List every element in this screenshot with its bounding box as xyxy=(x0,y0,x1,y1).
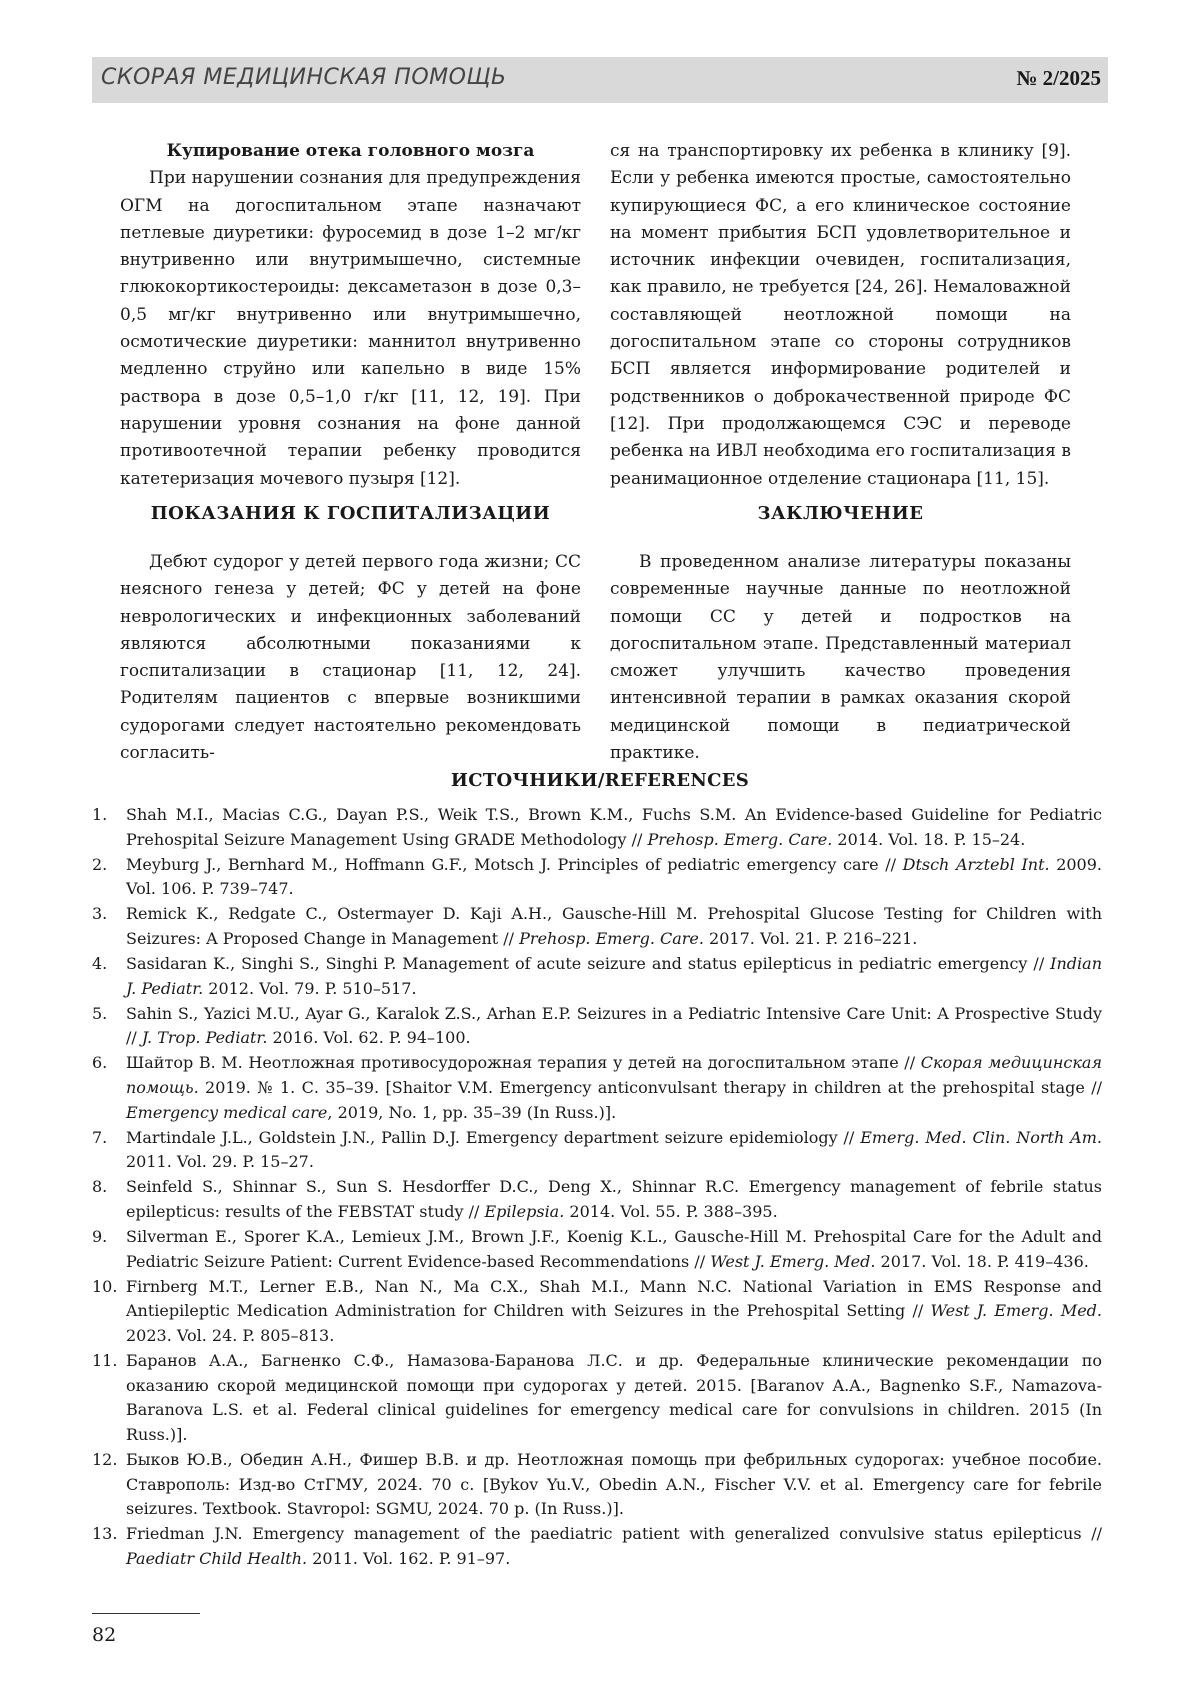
reference-text: Silverman E., Sporer K.A., Lemieux J.M., Brown J.F., Koenig K.L., Gausche-Hill M. Prehospital Care for the Adult and Pediatric Seizure Patient: Current Evidence-based Recommendations // xyxy=(126,1227,1102,1271)
reference-text: Sahin S., Yazici M.U., Ayar G., Karalok Z.S., Arhan E.P. Seizures in a Pediatric Intensive Care Unit: A Prospective Study // xyxy=(126,1004,1102,1048)
reference-journal: Скорая медицинская помощь. xyxy=(126,1053,1102,1097)
reference-details: 2023. Vol. 24. P. 805–813. xyxy=(126,1326,334,1345)
issue-number: № 2/2025 xyxy=(1016,66,1101,91)
reference-number: 10. xyxy=(92,1275,117,1300)
reference-details: 2017. Vol. 21. P. 216–221. xyxy=(704,929,917,948)
reference-journal: Prehosp. Emerg. Care. xyxy=(519,929,704,948)
reference-item xyxy=(92,1175,1102,1224)
reference-item xyxy=(92,853,1102,902)
reference-number: 13. xyxy=(92,1522,117,1547)
reference-text: Sasidaran K., Singhi S., Singhi P. Management of acute seizure and status epilepticus in pediatric emergency // xyxy=(126,954,1050,973)
reference-number: 3. xyxy=(92,902,107,927)
references-list xyxy=(92,803,1102,1572)
reference-item xyxy=(92,952,1102,1001)
paragraph-transport: ся на транспортировку их ребенка в клинику [9]. Если у ребенка имеются простые, самостоятельно купирующиеся ФС, а его клиническое состояние на момент прибытия БСП удовлетворительное и источник инфекции очевиден, госпитализация, как правило, не требуется [24, 26]. Немаловажной составляющей неотложной помощи на догоспитальном этапе со стороны сотрудников БСП является информирование родителей и родственников о доброкачественной природе ФС [12]. При продолжающемся СЭС и переводе ребенка на ИВЛ необходима его госпитализация в реанимационное отделение стационара [11, 15]. xyxy=(610,138,1071,493)
reference-text: Friedman J.N. Emergency management of the paediatric patient with generalized convulsive status epilepticus // xyxy=(126,1524,1102,1543)
reference-item xyxy=(92,1051,1102,1125)
reference-number: 1. xyxy=(92,803,107,828)
section-heading-hospitalization: ПОКАЗАНИЯ К ГОСПИТАЛИЗАЦИИ xyxy=(120,503,581,524)
reference-journal: Emerg. Med. Clin. North Am. xyxy=(860,1128,1102,1147)
reference-item xyxy=(92,1002,1102,1051)
reference-journal: Prehosp. Emerg. Care. xyxy=(647,830,832,849)
references-title: ИСТОЧНИКИ/REFERENCES xyxy=(92,770,1108,791)
right-column xyxy=(610,138,1071,493)
reference-details: 2011. Vol. 162. P. 91–97. xyxy=(307,1549,510,1568)
reference-text: Meyburg J., Bernhard M., Hoffmann G.F., Motsch J. Principles of pediatric emergency care // xyxy=(126,855,903,874)
reference-journal: Dtsch Arztebl Int. xyxy=(903,855,1050,874)
reference-number: 9. xyxy=(92,1225,107,1250)
reference-text: Быков Ю.В., Обедин А.Н., Фишер В.В. и др. Неотложная помощь при фебрильных судорогах: учебное пособие. Ставрополь: Изд-во СтГМУ, 2024. 70 с. [Bykov Yu.V., Obedin A.N., Fischer V.V. et al. Emergency care for febrile seizures. Textbook. Stavropol: SGMU, 2024. 70 p. (In Russ.)]. xyxy=(126,1450,1102,1518)
reference-details: 2014. Vol. 18. P. 15–24. xyxy=(832,830,1025,849)
reference-details-en: , 2019, No. 1, pp. 35–39 (In Russ.)]. xyxy=(327,1103,616,1122)
reference-item xyxy=(92,1448,1102,1522)
reference-number: 7. xyxy=(92,1126,107,1151)
journal-title: СКОРАЯ МЕДИЦИНСКАЯ ПОМОЩЬ xyxy=(101,65,507,90)
reference-number: 12. xyxy=(92,1448,117,1473)
reference-item xyxy=(92,803,1102,852)
reference-details: 2014. Vol. 55. P. 388–395. xyxy=(564,1202,777,1221)
reference-journal: West J. Emerg. Med. xyxy=(710,1252,875,1271)
reference-journal: Indian J. Pediatr. xyxy=(126,954,1102,998)
reference-journal: Epilepsia. xyxy=(484,1202,564,1221)
reference-text: Seinfeld S., Shinnar S., Sun S. Hesdorffer D.C., Deng X., Shinnar R.C. Emergency management of febrile status epilepticus: results of the FEBSTAT study // xyxy=(126,1177,1102,1221)
reference-text: Shah M.I., Macias C.G., Dayan P.S., Weik T.S., Brown K.M., Fuchs S.M. An Evidence-based Guideline for Pediatric Prehospital Seizure Management Using GRADE Methodology // xyxy=(126,805,1102,849)
reference-text: Баранов А.А., Багненко С.Ф., Намазова-Баранова Л.С. и др. Федеральные клинические рекомендации по оказанию скорой медицинской помощи при судорогах у детей. 2015. [Baranov A.A., Bagnenko S.F., Namazova-Baranova L.S. et al. Federal clinical guidelines for emergency medical care for convulsions in children. 2015 (In Russ.)]. xyxy=(126,1351,1102,1444)
reference-details: 2017. Vol. 18. P. 419–436. xyxy=(875,1252,1088,1271)
reference-number: 5. xyxy=(92,1002,107,1027)
reference-text: Martindale J.L., Goldstein J.N., Pallin D.J. Emergency department seizure epidemiology // xyxy=(126,1128,860,1147)
reference-journal: J. Trop. Pediatr. xyxy=(142,1028,268,1047)
reference-number: 8. xyxy=(92,1175,107,1200)
paragraph-hospitalization: Дебют судорог у детей первого года жизни; СС неясного генеза у детей; ФС у детей на фоне неврологических и инфекционных заболеваний являются абсолютными показаниями к госпитализации в стационар [11, 12, 24]. Родителям пациентов с впервые возникшими судорогами следует настоятельно рекомендовать согласить- xyxy=(120,549,581,767)
reference-text: Remick K., Redgate C., Ostermayer D. Kaji A.H., Gausche-Hill M. Prehospital Glucose Testing for Children with Seizures: A Proposed Change in Management // xyxy=(126,904,1102,948)
reference-journal-en: Emergency medical care xyxy=(126,1103,327,1122)
subheading-brain-edema: Купирование отека головного мозга xyxy=(120,138,581,165)
reference-item xyxy=(92,1126,1102,1175)
section-heading-conclusion: ЗАКЛЮЧЕНИЕ xyxy=(610,503,1071,524)
reference-journal: Paediatr Child Health. xyxy=(126,1549,307,1568)
reference-item xyxy=(92,1522,1102,1571)
running-header xyxy=(92,57,1108,103)
reference-item xyxy=(92,1225,1102,1274)
reference-number: 2. xyxy=(92,853,107,878)
footer-rule xyxy=(92,1613,200,1614)
paragraph-conclusion: В проведенном анализе литературы показаны современные научные данные по неотложной помощи СС у детей и подростков на догоспитальном этапе. Представленный материал сможет улучшить качество проведения интенсивной терапии в рамках оказания скорой медицинской помощи в педиатрической практике. xyxy=(610,549,1071,767)
reference-details: 2012. Vol. 79. P. 510–517. xyxy=(203,979,416,998)
reference-journal: West J. Emerg. Med. xyxy=(930,1301,1102,1320)
reference-item xyxy=(92,1349,1102,1447)
reference-text: Firnberg M.T., Lerner E.B., Nan N., Ma C.X., Shah M.I., Mann N.C. National Variation in EMS Response and Antiepileptic Medication Administration for Children with Seizures in the Prehospital Setting // xyxy=(126,1277,1102,1321)
reference-number: 11. xyxy=(92,1349,117,1374)
reference-details: 2011. Vol. 29. P. 15–27. xyxy=(126,1152,314,1171)
left-column xyxy=(120,138,581,493)
reference-item xyxy=(92,902,1102,951)
reference-item xyxy=(92,1275,1102,1349)
reference-details: 2019. № 1. С. 35–39. [Shaitor V.M. Emergency anticonvulsant therapy in children at the prehospital stage // xyxy=(199,1078,1102,1097)
reference-details: 2016. Vol. 62. P. 94–100. xyxy=(267,1028,470,1047)
paragraph-brain-edema: При нарушении сознания для предупреждения ОГМ на догоспитальном этапе назначают петлевые диуретики: фуросемид в дозе 1–2 мг/кг внутривенно или внутримышечно, системные глюкокортикостероиды: дексаметазон в дозе 0,3–0,5 мг/кг внутривенно или внутримышечно, осмотические диуретики: маннитол внутривенно медленно струйно или капельно в виде 15% раствора в дозе 0,5–1,0 г/кг [11, 12, 19]. При нарушении уровня сознания на фоне данной противоотечной терапии ребенку проводится катетеризация мочевого пузыря [12]. xyxy=(120,165,581,493)
page-number: 82 xyxy=(92,1624,116,1646)
reference-number: 6. xyxy=(92,1051,107,1076)
reference-details: 2009. Vol. 106. P. 739–747. xyxy=(126,855,1102,899)
reference-text: Шайтор В. М. Неотложная противосудорожная терапия у детей на догоспитальном этапе // xyxy=(126,1053,921,1072)
reference-number: 4. xyxy=(92,952,107,977)
